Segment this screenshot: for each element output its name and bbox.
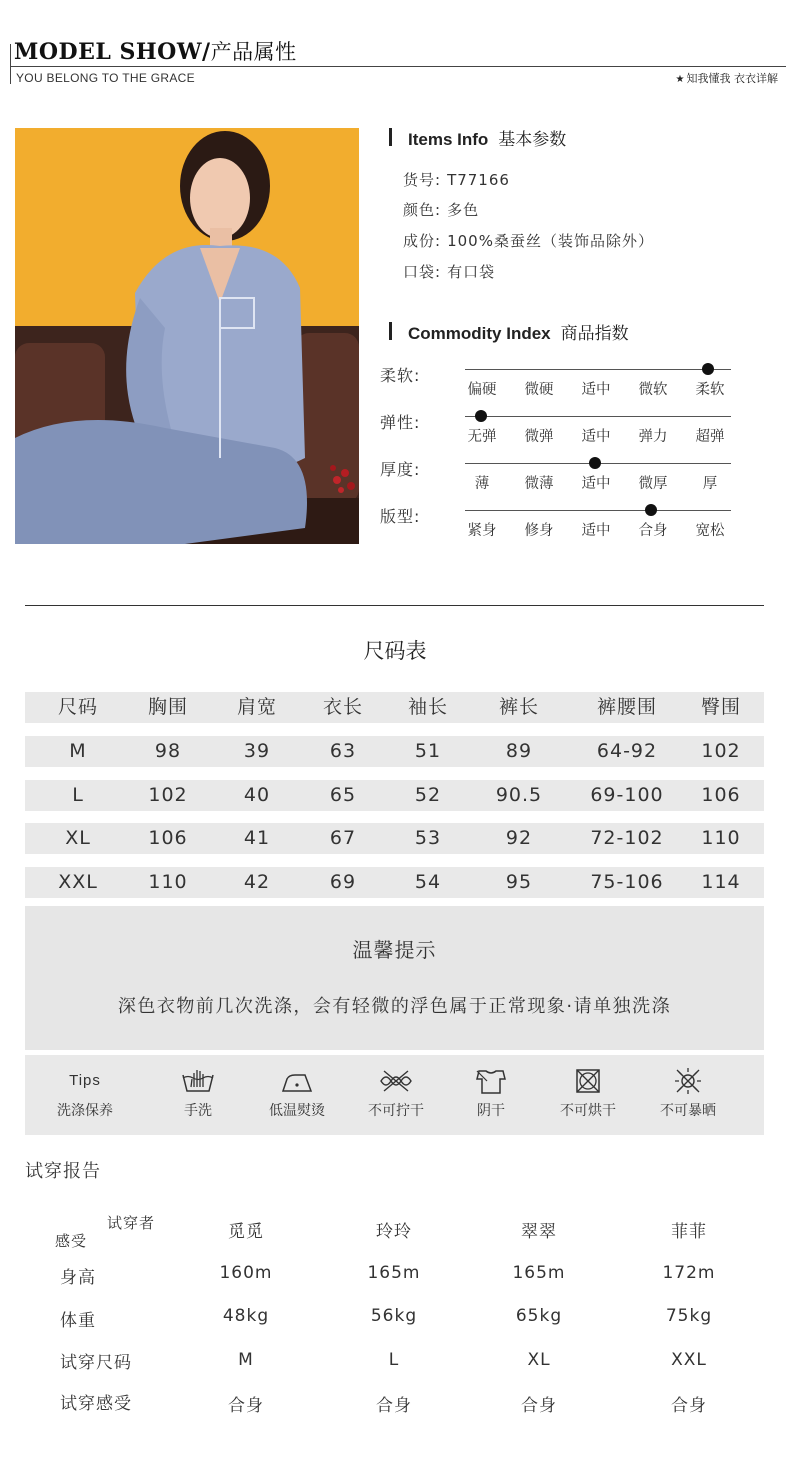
trial-row-label: 试穿尺码 — [60, 1353, 132, 1373]
index-marker — [475, 410, 487, 422]
table-cell: 89 — [505, 740, 533, 762]
trial-cell: L — [388, 1350, 400, 1370]
tips-label: Tips — [69, 1072, 101, 1089]
corner-top-label: 试穿者 — [107, 1214, 156, 1232]
info-row-pocket: 口袋: 有口袋 — [403, 263, 496, 281]
column-header: 胸围 — [147, 696, 188, 718]
column-header: 尺码 — [57, 696, 98, 718]
table-cell: M — [69, 740, 87, 762]
table-cell: 114 — [701, 871, 741, 893]
info-row-color: 颜色: 多色 — [403, 201, 480, 219]
trial-cell: M — [238, 1350, 254, 1370]
care-item-hand-wash — [153, 1055, 243, 1135]
trial-row-label: 身高 — [60, 1268, 96, 1288]
header-vertical-line — [10, 44, 11, 84]
index-option: 偏硬 — [467, 382, 497, 398]
table-row — [25, 780, 764, 811]
header-subtitle: YOU BELONG TO THE GRACE — [16, 71, 195, 85]
index-marker — [702, 363, 714, 375]
table-cell: 106 — [148, 827, 188, 849]
trial-corner-cell — [55, 1210, 165, 1250]
index-marker — [589, 457, 601, 469]
trial-cell: 75kg — [665, 1306, 713, 1326]
table-cell: 63 — [329, 740, 357, 762]
table-cell: 110 — [148, 871, 188, 893]
index-option: 适中 — [581, 476, 611, 492]
trial-cell: 56kg — [370, 1306, 418, 1326]
no-sun-icon — [670, 1067, 706, 1095]
index-option: 柔软 — [695, 382, 725, 398]
table-cell: 39 — [243, 740, 271, 762]
care-bar — [25, 1055, 764, 1135]
table-cell: 95 — [505, 871, 533, 893]
column-header: 衣长 — [322, 696, 363, 718]
table-cell: 98 — [154, 740, 182, 762]
table-cell: 110 — [701, 827, 741, 849]
index-option: 紧身 — [467, 523, 497, 539]
table-cell: 54 — [414, 871, 442, 893]
table-cell: 69-100 — [590, 784, 664, 806]
care-item-shade-dry — [446, 1055, 536, 1135]
column-header: 裤长 — [498, 696, 539, 718]
trial-cell: 160m — [219, 1263, 273, 1283]
trial-cell: 165m — [512, 1263, 566, 1283]
table-cell: 75-106 — [590, 871, 664, 893]
table-row — [25, 867, 764, 898]
trial-cell: 合身 — [521, 1396, 557, 1416]
commodity-index-bar — [389, 322, 392, 340]
trial-cell: 65kg — [515, 1306, 563, 1326]
index-option: 适中 — [581, 523, 611, 539]
commodity-index-title: Commodity Index 商品指数 — [408, 324, 629, 344]
index-option: 超弹 — [695, 429, 725, 445]
care-label: 阴干 — [477, 1103, 505, 1119]
trial-report-title: 试穿报告 — [25, 1161, 101, 1182]
index-option: 薄 — [474, 476, 490, 492]
column-header: 肩宽 — [236, 696, 277, 718]
table-cell: 69 — [329, 871, 357, 893]
index-option: 微弹 — [524, 429, 554, 445]
care-label: 不可暴晒 — [660, 1103, 716, 1119]
tips-cn-label: 洗涤保养 — [57, 1103, 113, 1119]
index-option: 适中 — [581, 429, 611, 445]
table-cell: 72-102 — [590, 827, 664, 849]
corner-bottom-label: 感受 — [55, 1232, 88, 1250]
index-option: 弹力 — [638, 429, 668, 445]
index-option: 适中 — [581, 382, 611, 398]
index-label: 弹性: — [380, 413, 421, 432]
items-info-bar — [389, 128, 392, 146]
index-marker — [645, 504, 657, 516]
hand-wash-icon — [180, 1067, 216, 1095]
table-cell: XL — [65, 827, 91, 849]
header-tagline: ★ 知我懂我 衣衣详解 — [675, 72, 778, 85]
table-cell: 67 — [329, 827, 357, 849]
index-option: 微薄 — [524, 476, 554, 492]
table-row — [25, 823, 764, 854]
index-option: 微厚 — [638, 476, 668, 492]
trial-cell: 165m — [367, 1263, 421, 1283]
trial-cell: 172m — [662, 1263, 716, 1283]
notice-title: 温馨提示 — [352, 938, 437, 962]
info-row-material: 成份: 100%桑蚕丝（装饰品除外） — [403, 232, 654, 250]
page-title: MODEL SHOW/产品属性 — [14, 39, 297, 65]
table-cell: 92 — [505, 827, 533, 849]
section-divider — [25, 605, 764, 606]
care-item-no-tumble-dry — [543, 1055, 633, 1135]
index-option: 合身 — [638, 523, 668, 539]
index-option: 宽松 — [695, 523, 725, 539]
care-label: 低温熨烫 — [269, 1103, 325, 1119]
table-cell: 52 — [414, 784, 442, 806]
table-cell: 53 — [414, 827, 442, 849]
info-row-item-no: 货号: T77166 — [403, 171, 510, 189]
table-cell: 40 — [243, 784, 271, 806]
index-option: 微硬 — [524, 382, 554, 398]
star-icon: ★ — [675, 74, 685, 85]
index-label: 版型: — [380, 507, 421, 526]
care-label: 不可拧干 — [368, 1103, 424, 1119]
no-tumble-dry-icon — [570, 1067, 606, 1095]
index-scale-line — [465, 510, 731, 511]
size-table-title: 尺码表 — [363, 639, 427, 663]
trial-row-label: 体重 — [60, 1311, 96, 1331]
model-photo — [15, 128, 359, 544]
care-item-no-wring — [351, 1055, 441, 1135]
care-item-no-sun — [643, 1055, 733, 1135]
column-header: 袖长 — [407, 696, 448, 718]
trial-person-name: 菲菲 — [671, 1222, 707, 1242]
index-option: 厚 — [702, 476, 718, 492]
index-label: 厚度: — [380, 460, 421, 479]
table-cell: 42 — [243, 871, 271, 893]
index-option: 无弹 — [467, 429, 497, 445]
trial-person-name: 玲玲 — [376, 1222, 412, 1242]
table-cell: 65 — [329, 784, 357, 806]
trial-cell: 合身 — [376, 1396, 412, 1416]
header-divider — [10, 66, 786, 67]
no-wring-icon — [378, 1067, 414, 1095]
index-scale-line — [465, 416, 731, 417]
table-cell: 41 — [243, 827, 271, 849]
care-item-low-iron — [252, 1055, 342, 1135]
care-label: 不可烘干 — [560, 1103, 616, 1119]
index-scale-line — [465, 369, 731, 370]
trial-person-name: 翠翠 — [521, 1222, 557, 1242]
notice-box — [25, 906, 764, 1050]
column-header: 裤腰围 — [596, 696, 657, 718]
table-cell: 106 — [701, 784, 741, 806]
table-cell: 64-92 — [596, 740, 658, 762]
trial-cell: 合身 — [228, 1396, 264, 1416]
trial-cell: 合身 — [671, 1396, 707, 1416]
table-cell: 51 — [414, 740, 442, 762]
notice-text: 深色衣物前几次洗涤，会有轻微的浮色属于正常现象·请单独洗涤 — [117, 996, 672, 1017]
size-table-header — [25, 692, 764, 723]
trial-row-label: 试穿感受 — [60, 1394, 132, 1414]
table-cell: XXL — [58, 871, 98, 893]
trial-person-name: 觅觅 — [228, 1222, 264, 1242]
table-row — [25, 736, 764, 767]
items-info-title: Items Info 基本参数 — [408, 130, 567, 150]
table-cell: 102 — [701, 740, 741, 762]
column-header: 臀围 — [700, 696, 741, 718]
trial-cell: XXL — [671, 1350, 707, 1370]
table-cell: L — [72, 784, 84, 806]
care-tips — [40, 1055, 130, 1135]
table-cell: 90.5 — [495, 784, 543, 806]
table-cell: 102 — [148, 784, 188, 806]
trial-cell: XL — [527, 1350, 551, 1370]
care-label: 手洗 — [184, 1103, 212, 1119]
low-iron-icon — [279, 1067, 315, 1095]
index-label: 柔软: — [380, 366, 421, 385]
index-option: 修身 — [524, 523, 554, 539]
index-option: 微软 — [638, 382, 668, 398]
shade-dry-icon — [473, 1067, 509, 1095]
trial-cell: 48kg — [222, 1306, 270, 1326]
